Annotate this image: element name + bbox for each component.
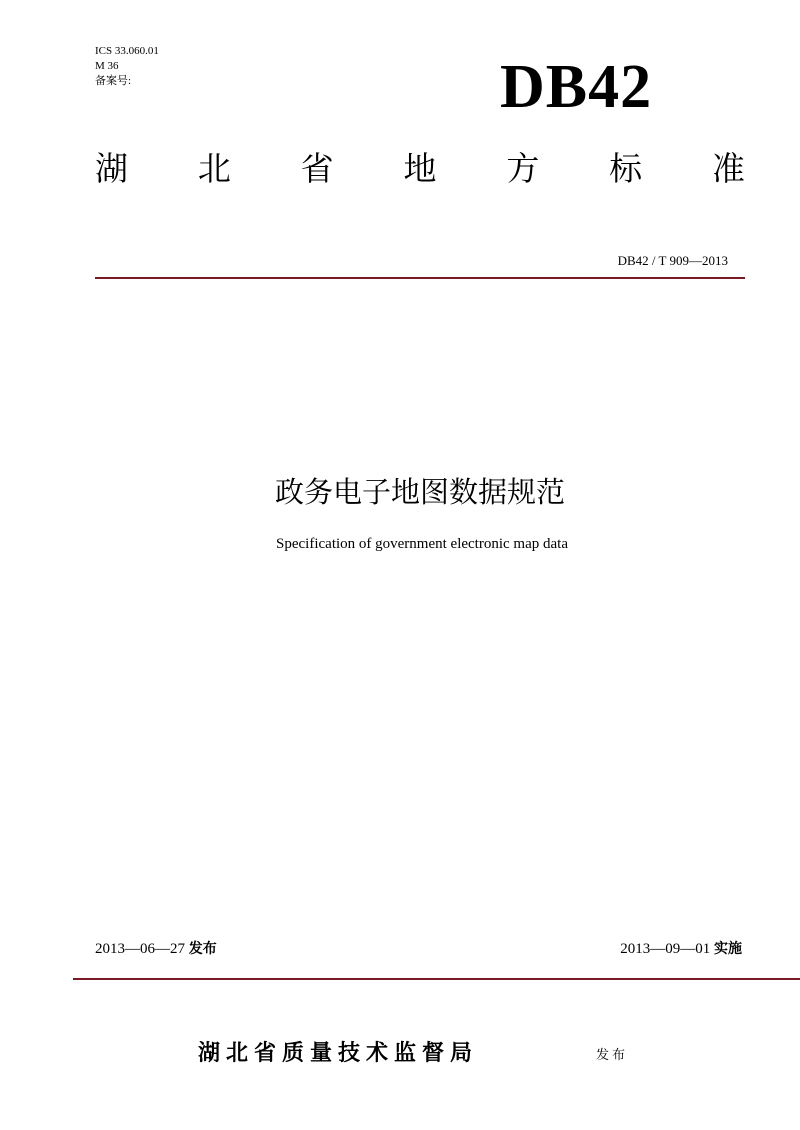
standard-code-logo: DB42 (500, 53, 653, 121)
issue-date: 2013—06—27 (95, 941, 185, 957)
category-char: 方 (506, 149, 540, 188)
classification-code: M 36 (95, 60, 119, 72)
category-char: 省 (300, 149, 334, 188)
standard-number: DB42 / T 909—2013 (617, 253, 728, 268)
category-char: 地 (403, 149, 437, 188)
issue-date-line (95, 938, 217, 960)
category-char: 北 (197, 149, 231, 188)
top-divider (95, 277, 745, 279)
issuing-authority: 湖北省质量技术监督局 (198, 1041, 479, 1066)
issuing-authority-label: 发布 (596, 1048, 629, 1063)
implementation-label: 实施 (714, 941, 742, 957)
ics-code: ICS 33.060.01 (95, 45, 159, 57)
implementation-date-line (620, 938, 742, 960)
implementation-date: 2013—09—01 (620, 941, 711, 957)
bottom-divider (73, 978, 800, 980)
issue-label: 发布 (188, 941, 217, 957)
document-title: 政务电子地图数据规范 (274, 475, 565, 509)
category-char: 湖 (95, 149, 128, 188)
document-title-english: Specification of government electronic map data (276, 536, 568, 552)
filing-number-label: 备案号: (95, 75, 132, 87)
category-char: 标 (609, 149, 643, 188)
standard-category-heading (95, 146, 745, 192)
standard-meta-block (95, 44, 159, 89)
category-char: 准 (711, 149, 745, 188)
